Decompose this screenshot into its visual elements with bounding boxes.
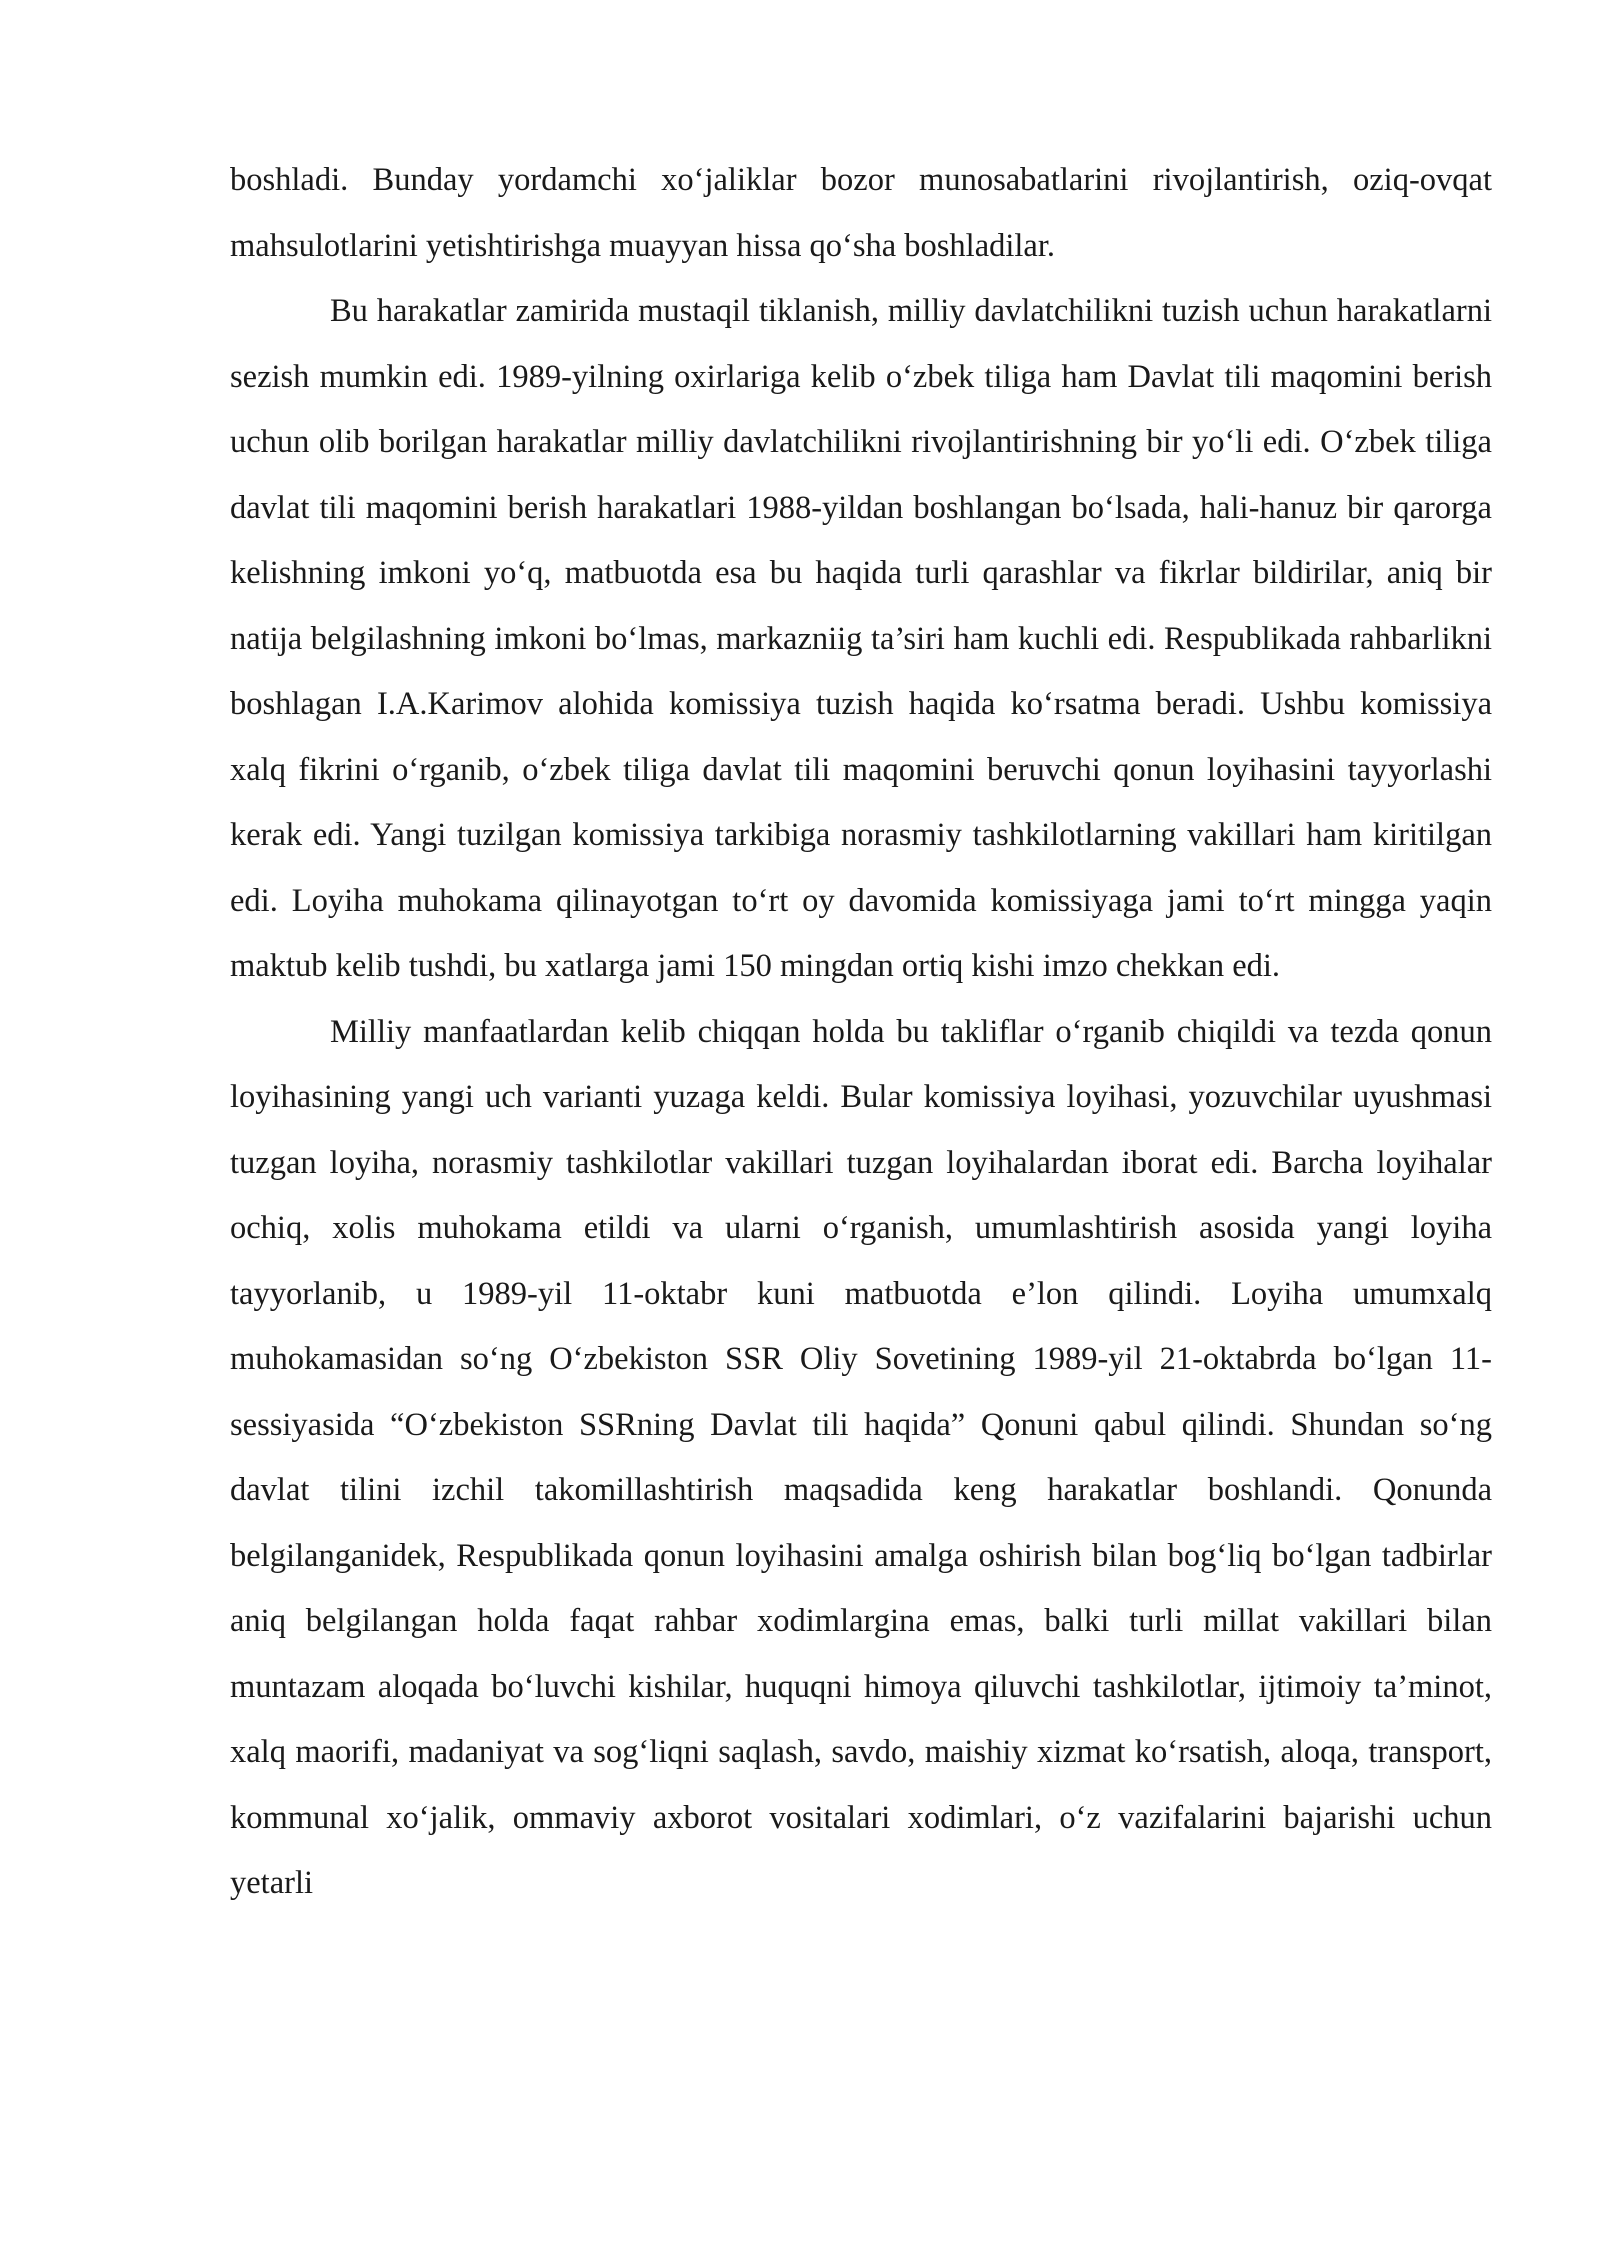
body-text [230,148,1492,1917]
paragraph-law-adoption: Milliy manfaatlardan kelib chiqqan holda bu takliflar o‘rganib chiqildi va tezda qonun loyihasining yangi uch varianti yuzaga keldi. Bular komissiya loyihasi, yozuvchilar uyushmasi tuzgan loyiha, norasmiy tashkilotlar vakillari tuzgan loyihalardan iborat edi. Barcha loyihalar ochiq, xolis muhokama etildi va ularni o‘rganish, umumlashtirish asosida yangi loyiha tayyorlanib, u 1989-yil 11-oktabr kuni matbuotda e’lon qilindi. Loyiha umumxalq muhokamasidan so‘ng O‘zbekiston SSR Oliy Sovetining 1989-yil 21-oktabrda bo‘lgan 11-sessiyasida “O‘zbekiston SSRning Davlat tili haqida” Qonuni qabul qilindi. Shundan so‘ng davlat tilini izchil takomillashtirish maqsadida keng harakatlar boshlandi. Qonunda belgilanganidek, Respublikada qonun loyihasini amalga oshirish bilan bog‘liq bo‘lgan tadbirlar aniq belgilangan holda faqat rahbar xodimlargina emas, balki turli millat vakillari bilan muntazam aloqada bo‘luvchi kishilar, huquqni himoya qiluvchi tashkilotlar, ijtimoiy ta’minot, xalq maorifi, madaniyat va sog‘liqni saqlash, savdo, maishiy xizmat ko‘rsatish, aloqa, transport, kommunal xo‘jalik, ommaviy axborot vositalari xodimlari, o‘z vazifalarini bajarishi uchun yetarli [230,1013,1492,1901]
paragraph-state-language-efforts: Bu harakatlar zamirida mustaqil tiklanish, milliy davlatchilikni tuzish uchun harakatlarni sezish mumkin edi. 1989-yilning oxirlariga kelib o‘zbek tiliga ham Davlat tili maqomini berish uchun olib borilgan harakatlar milliy davlatchilikni rivojlantirishning bir yo‘li edi. O‘zbek tiliga davlat tili maqomini berish harakatlari 1988-yildan boshlangan bo‘lsada, hali-hanuz bir qarorga kelishning imkoni yo‘q, matbuotda esa bu haqida turli qarashlar va fikrlar bildirilar, aniq bir natija belgilashning imkoni bo‘lmas, markazniig ta’siri ham kuchli edi. Respublikada rahbarlikni boshlagan I.A.Karimov alohida komissiya tuzish haqida ko‘rsatma beradi. Ushbu komissiya xalq fikrini o‘rganib, o‘zbek tiliga davlat tili maqomini beruvchi qonun loyihasini tayyorlashi kerak edi. Yangi tuzilgan komissiya tarkibiga norasmiy tashkilotlarning vakillari ham kiritilgan edi. Loyiha muhokama qilinayotgan to‘rt oy davomida komissiyaga jami to‘rt mingga yaqin maktub kelib tushdi, bu xatlarga jami 150 mingdan ortiq kishi imzo chekkan edi. [230,293,1492,984]
paragraph-continuation: boshladi. Bunday yordamchi xo‘jaliklar bozor munosabatlarini rivojlantirish, oziq-ovqat mahsulotlarini yetishtirishga muayyan hissa qo‘sha boshladilar. [230,162,1492,264]
